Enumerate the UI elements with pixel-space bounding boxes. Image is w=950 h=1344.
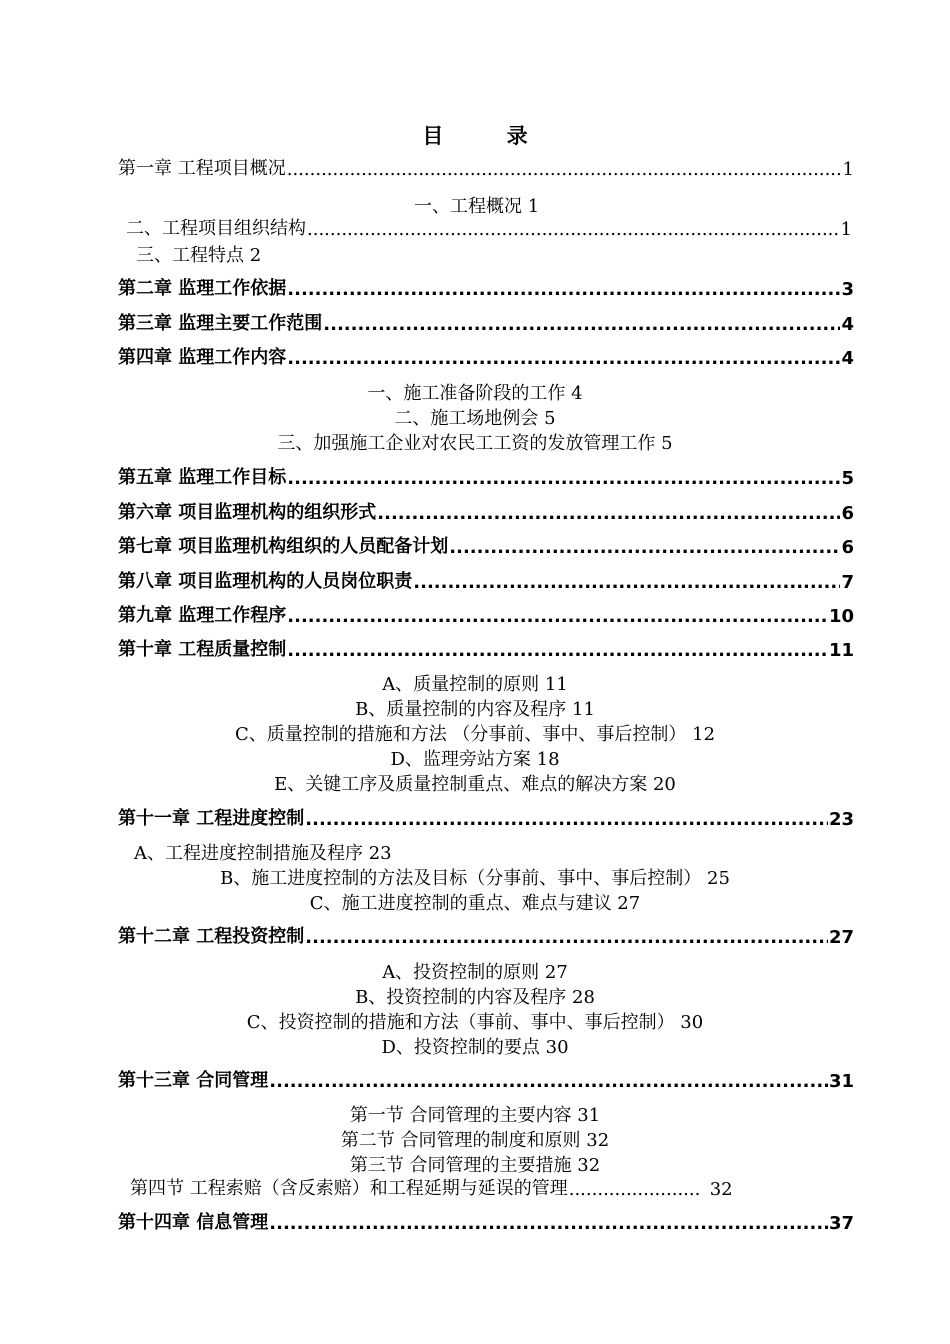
toc-entry-chapter-10[interactable] bbox=[118, 635, 854, 661]
toc-subentry[interactable]: E、关键工序及质量控制重点、难点的解决方案 20 bbox=[274, 774, 676, 795]
entry-page: 4 bbox=[841, 314, 854, 335]
entry-page: 37 bbox=[828, 1213, 854, 1234]
leader-dots bbox=[377, 503, 840, 524]
toc-entry-chapter-12[interactable] bbox=[118, 922, 854, 948]
toc-subentry[interactable]: A、工程进度控制措施及程序 23 bbox=[134, 843, 392, 864]
entry-page: 32 bbox=[709, 1179, 733, 1200]
entry-page: 5 bbox=[841, 468, 854, 489]
entry-text: 第三章 监理主要工作范围 bbox=[118, 313, 323, 334]
toc-subentry[interactable]: A、质量控制的原则 11 bbox=[382, 674, 568, 695]
toc-entry-chapter-11[interactable] bbox=[118, 804, 854, 830]
leader-dots bbox=[305, 809, 828, 830]
entry-page: 3 bbox=[841, 279, 854, 300]
toc-subentry[interactable] bbox=[130, 1174, 854, 1200]
toc-subentry[interactable]: B、质量控制的内容及程序 11 bbox=[355, 699, 595, 720]
entry-text: 第十一章 工程进度控制 bbox=[118, 808, 305, 829]
leader-dots bbox=[287, 468, 840, 489]
leader-dots bbox=[305, 927, 828, 948]
leader-dots bbox=[413, 572, 840, 593]
entry-page: 10 bbox=[828, 606, 854, 627]
leader-dots bbox=[287, 279, 840, 300]
toc-subentry[interactable]: B、投资控制的内容及程序 28 bbox=[355, 987, 595, 1008]
entry-page: 27 bbox=[828, 927, 854, 948]
entry-text: 第十四章 信息管理 bbox=[118, 1212, 269, 1233]
toc-subentry[interactable] bbox=[126, 214, 852, 240]
entry-page: 23 bbox=[828, 809, 854, 830]
toc-entry-chapter-7[interactable] bbox=[118, 532, 854, 558]
toc-subentry[interactable]: 三、工程特点 2 bbox=[136, 245, 262, 266]
toc-entry-chapter-9[interactable] bbox=[118, 601, 854, 627]
entry-page: 1 bbox=[842, 159, 854, 180]
entry-page: 4 bbox=[841, 348, 854, 369]
toc-subentry[interactable]: C、质量控制的措施和方法 （分事前、事中、事后控制） 12 bbox=[234, 724, 716, 745]
toc-subentry[interactable]: 三、加强施工企业对农民工工资的发放管理工作 5 bbox=[277, 433, 673, 454]
toc-entry-chapter-2[interactable] bbox=[118, 274, 854, 300]
entry-text: 第九章 监理工作程序 bbox=[118, 605, 287, 626]
entry-text: 第一章 工程项目概况 bbox=[118, 158, 286, 179]
toc-entry-chapter-13[interactable] bbox=[118, 1066, 854, 1092]
entry-text: 第十章 工程质量控制 bbox=[118, 639, 287, 660]
toc-subentry[interactable]: A、投资控制的原则 27 bbox=[382, 962, 568, 983]
leader-dots bbox=[287, 640, 828, 661]
leader-dots bbox=[269, 1071, 828, 1092]
toc-subentry[interactable]: C、施工进度控制的重点、难点与建议 27 bbox=[309, 893, 641, 914]
entry-text: 第十二章 工程投资控制 bbox=[118, 926, 305, 947]
entry-text: 第七章 项目监理机构组织的人员配备计划 bbox=[118, 536, 449, 557]
toc-subentry[interactable]: C、投资控制的措施和方法（事前、事中、事后控制） 30 bbox=[246, 1012, 704, 1033]
toc-entry-chapter-3[interactable] bbox=[118, 309, 854, 335]
leader-dots bbox=[449, 537, 840, 558]
leader-dots bbox=[569, 1179, 699, 1200]
entry-text: 第四章 监理工作内容 bbox=[118, 347, 287, 368]
toc-entry-chapter-6[interactable] bbox=[118, 498, 854, 524]
toc-subentry[interactable]: D、监理旁站方案 18 bbox=[390, 749, 560, 770]
toc-entry-chapter-14[interactable] bbox=[118, 1208, 854, 1234]
leader-dots bbox=[287, 159, 842, 180]
entry-page: 6 bbox=[841, 503, 854, 524]
entry-page: 11 bbox=[828, 640, 854, 661]
toc-entry-chapter-8[interactable] bbox=[118, 567, 854, 593]
toc-subentry[interactable]: 二、施工场地例会 5 bbox=[394, 408, 556, 429]
entry-text: 第二章 监理工作依据 bbox=[118, 278, 287, 299]
entry-page: 31 bbox=[828, 1071, 854, 1092]
toc-subentry[interactable]: 一、工程概况 1 bbox=[414, 196, 540, 217]
toc-subentry[interactable]: D、投资控制的要点 30 bbox=[381, 1037, 569, 1058]
toc-entry-chapter-5[interactable] bbox=[118, 463, 854, 489]
entry-text: 第六章 项目监理机构的组织形式 bbox=[118, 502, 377, 523]
entry-text: 第十三章 合同管理 bbox=[118, 1070, 269, 1091]
leader-dots bbox=[269, 1213, 828, 1234]
toc-subentry[interactable]: 第一节 合同管理的主要内容 31 bbox=[349, 1105, 601, 1126]
entry-text: 二、工程项目组织结构 bbox=[126, 218, 306, 239]
toc-subentry[interactable]: 一、施工准备阶段的工作 4 bbox=[367, 383, 583, 404]
leader-dots bbox=[323, 314, 840, 335]
entry-text: 第四节 工程索赔（含反索赔）和工程延期与延误的管理 bbox=[130, 1178, 568, 1199]
leader-dots bbox=[287, 606, 828, 627]
entry-text: 第八章 项目监理机构的人员岗位职责 bbox=[118, 571, 413, 592]
toc-subentry[interactable]: B、施工进度控制的方法及目标（分事前、事中、事后控制） 25 bbox=[220, 868, 730, 889]
leader-dots bbox=[307, 219, 840, 240]
leader-dots bbox=[287, 348, 840, 369]
toc-title: 目 录 bbox=[422, 123, 556, 148]
toc-subentry[interactable]: 第三节 合同管理的主要措施 32 bbox=[349, 1155, 601, 1176]
entry-page: 7 bbox=[841, 572, 854, 593]
toc-entry-chapter-4[interactable] bbox=[118, 343, 854, 369]
entry-page: 1 bbox=[840, 219, 852, 240]
entry-page: 6 bbox=[841, 537, 854, 558]
toc-entry-chapter-1[interactable] bbox=[118, 154, 854, 180]
entry-text: 第五章 监理工作目标 bbox=[118, 467, 287, 488]
toc-subentry[interactable]: 第二节 合同管理的制度和原则 32 bbox=[340, 1130, 610, 1151]
